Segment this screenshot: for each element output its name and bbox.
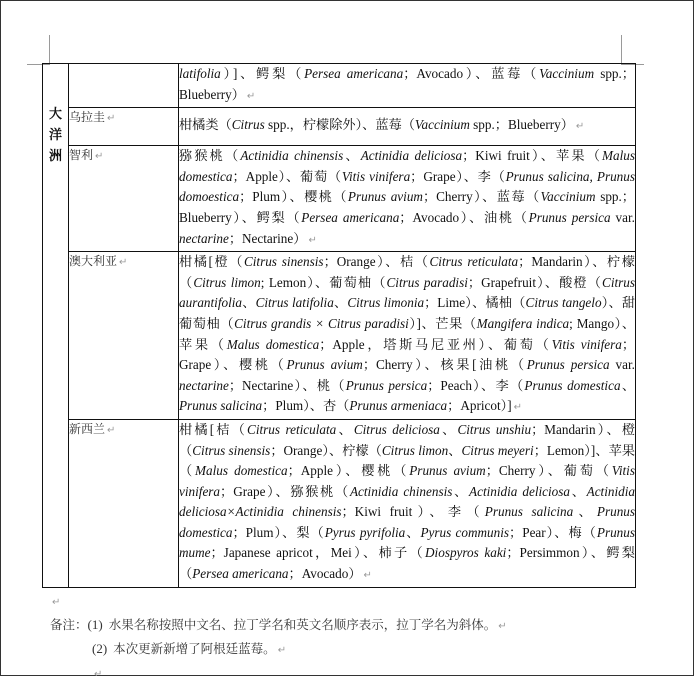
latin-name: Citrus latifolia xyxy=(255,295,334,311)
latin-name: nectarine xyxy=(179,377,229,393)
note-text: 水果名称按照中文名、拉丁学名和英文名顺序表示，拉丁学名为斜体。 xyxy=(108,617,497,632)
paragraph-mark: ↵ xyxy=(498,621,507,632)
latin-name: Prunus salicina xyxy=(179,398,263,414)
latin-name: Malus domestica xyxy=(179,148,635,184)
country-cell xyxy=(69,108,179,146)
paragraph-mark: ↵ xyxy=(94,669,103,680)
fruit-text: 、 xyxy=(336,421,354,437)
latin-name: Prunus avium xyxy=(286,357,363,373)
fruit-text: ；Pear）、梅（ xyxy=(509,524,597,540)
notes-label: 备注： xyxy=(50,617,88,632)
fruit-text: ；Plum）、梨（ xyxy=(232,524,325,540)
latin-name: Citrus tangelo xyxy=(525,295,602,311)
table-row xyxy=(43,419,636,587)
fruit-text: ）]、芒果（ xyxy=(408,315,477,331)
latin-name: Prunus mume xyxy=(179,524,635,561)
fruit-text: ；Cherry）、核果[油桃（ xyxy=(362,357,527,373)
fruit-text: 、 xyxy=(573,504,597,520)
note-item xyxy=(50,614,507,638)
fruit-text: 、 xyxy=(439,421,458,437)
fruit-text: 、 xyxy=(242,295,256,311)
latin-name: Citrus sinensis xyxy=(192,442,271,458)
latin-name: Actinidia chinensis xyxy=(349,483,453,499)
fruit-text: ；Orange）、柠檬（ xyxy=(270,442,382,458)
latin-name: Pyrus pyrifolia xyxy=(324,524,406,540)
latin-name: Prunus domestica xyxy=(524,377,621,393)
latin-name: Prunus persica xyxy=(528,209,611,225)
notes-section xyxy=(50,590,507,686)
latin-name: Citrus reticulata xyxy=(247,421,337,437)
latin-name: Prunus avium xyxy=(409,463,486,479)
country-cell xyxy=(69,419,179,587)
latin-name: Vitis vinifera xyxy=(179,463,635,499)
note-item xyxy=(50,638,507,662)
fruit-text: ；Grapefruit）、酸橙（ xyxy=(467,274,603,290)
fruit-text: ；Avocado）、油桃（ xyxy=(399,209,529,225)
country-label: 澳大利亚 xyxy=(69,254,118,269)
fruit-text: 、 xyxy=(570,483,587,499)
latin-name: Citrus unshiu xyxy=(457,421,532,437)
latin-name: Prunus persica xyxy=(526,357,610,373)
fruit-text: 猕猴桃（ xyxy=(179,148,241,164)
latin-name: Diospyros kaki xyxy=(425,545,507,561)
empty-paragraph xyxy=(50,662,507,686)
fruit-text: ；Avocado） xyxy=(288,566,362,582)
fruit-text: var. xyxy=(610,209,635,225)
fruit-text: ；Plum）、樱桃（ xyxy=(239,189,348,205)
fruit-text: 、 xyxy=(620,377,636,393)
latin-name: Prunus salicina, Prunus domoestica xyxy=(179,168,635,205)
continent-label: 大洋洲 xyxy=(48,107,62,164)
fruit-text: 、 xyxy=(333,295,348,311)
fruit-text: ；Lemon）]、苹果（ xyxy=(179,442,635,479)
fruit-text: ；Grape）、猕猴桃（ xyxy=(220,483,350,499)
latin-name: Vitis vinifera xyxy=(551,336,622,352)
fruit-text: ；Peach）、李（ xyxy=(427,377,525,393)
fruit-text: ；Grape）、李（ xyxy=(410,168,506,184)
fruit-text: ；Cherry）、蓝莓（ xyxy=(422,189,541,205)
fruits-cell xyxy=(179,252,636,420)
latin-name: Citrus deliciosa xyxy=(353,421,440,437)
latin-name: nectarine xyxy=(179,230,229,246)
paragraph-mark: ↵ xyxy=(246,90,256,102)
fruit-text: ；Japanese apricot，Mei）、柿子（ xyxy=(210,545,426,561)
latin-name: Citrus limonia xyxy=(347,295,425,311)
latin-name: Citrus paradisi xyxy=(386,274,468,290)
table-row xyxy=(43,146,636,252)
fruits-cell xyxy=(179,108,636,146)
fruit-text: ；Persimmon）、鳄梨（ xyxy=(179,545,635,582)
fruit-text: ；Kiwi fruit）、苹果（ xyxy=(462,148,603,164)
latin-name: Vitis vinifera xyxy=(341,168,411,184)
fruit-text: ；Mandarin）、柠檬（ xyxy=(179,254,635,290)
country-label: 智利 xyxy=(69,148,94,163)
fruit-text: var. xyxy=(609,357,635,373)
fruit-text: 、 xyxy=(452,483,470,499)
latin-name: Persea americana xyxy=(301,209,400,225)
latin-name: Citrus grandis × Citrus paradisi xyxy=(234,315,409,331)
continent-cell xyxy=(43,64,69,588)
latin-name: Vaccinium xyxy=(539,66,595,81)
empty-paragraph xyxy=(50,590,507,614)
crop-mark-top-left-vertical xyxy=(49,35,50,65)
latin-name: Actinidia chinensis xyxy=(240,148,344,164)
paragraph-mark: ↵ xyxy=(119,257,128,269)
fruit-text: ；Nectarine） xyxy=(228,230,307,246)
fruit-text: ; Mango）、苹果（ xyxy=(179,315,636,352)
paragraph-mark: ↵ xyxy=(363,570,372,582)
fruit-text: ；Apple）、葡萄（ xyxy=(232,168,342,184)
country-cell xyxy=(69,64,179,108)
latin-name: Vaccinium xyxy=(540,189,596,205)
latin-name: Pyrus communis xyxy=(420,524,510,540)
paragraph-mark: ↵ xyxy=(52,597,61,608)
fruit-text: 柑橘[橙（ xyxy=(179,254,244,270)
latin-name: Actinidia deliciosa xyxy=(360,148,463,164)
fruit-text: spp.；Blueberry） xyxy=(469,117,574,133)
fruit-text: ；Mandarin）、橙（ xyxy=(179,421,636,458)
latin-name: Persea americana xyxy=(304,66,404,81)
country-cell xyxy=(69,146,179,252)
latin-name: Prunus domestica xyxy=(179,504,636,540)
latin-name: Malus domestica xyxy=(195,463,288,479)
latin-name: Malus domestica xyxy=(226,336,320,352)
fruit-text: ；Lime）、橘柚（ xyxy=(424,295,526,311)
crop-mark-top-right-vertical xyxy=(621,35,622,65)
fruit-text: ；Apricot）] xyxy=(447,398,512,414)
fruit-text: 柑橘类（ xyxy=(179,117,232,133)
fruit-text: ；Orange）、桔（ xyxy=(323,254,430,270)
latin-name: Citrus limon xyxy=(193,274,261,290)
latin-name: Prunus persica xyxy=(345,377,428,393)
latin-name: Citrus xyxy=(231,117,265,133)
latin-name: Mangifera indica xyxy=(476,315,570,331)
fruit-text: ; Lemon）、葡萄柚（ xyxy=(260,274,387,290)
note-number: (2) xyxy=(92,641,108,656)
fruit-text: ）]、鳄梨（ xyxy=(220,66,305,81)
table-row xyxy=(43,64,636,108)
paragraph-mark: ↵ xyxy=(107,113,116,125)
fruit-text: ；Cherry）、葡萄（ xyxy=(485,463,612,479)
latin-name: Citrus meyeri xyxy=(461,442,534,458)
fruit-text: 、 xyxy=(343,148,361,164)
note-number: (1) xyxy=(87,617,103,632)
country-label: 乌拉圭 xyxy=(69,110,106,125)
fruit-text: spp.；Blueberry） xyxy=(179,66,635,102)
paragraph-mark: ↵ xyxy=(513,402,522,414)
latin-name: Citrus sinensis xyxy=(243,254,324,270)
fruits-cell xyxy=(179,419,636,587)
paragraph-mark: ↵ xyxy=(277,645,287,656)
fruit-text: ；Grape）、樱桃（ xyxy=(179,336,635,373)
latin-name: Citrus reticulata xyxy=(429,254,519,270)
latin-name: Citrus limon xyxy=(381,442,449,458)
fruits-cell xyxy=(179,146,636,252)
country-cell xyxy=(69,252,179,420)
paragraph-mark: ↵ xyxy=(95,151,104,163)
fruit-text: 、 xyxy=(405,524,421,540)
fruit-text: ；Apple）、樱桃（ xyxy=(287,463,410,479)
fruit-text: ；Avocado）、蓝莓（ xyxy=(403,66,540,81)
fruit-text: ；Kiwi fruit）、李（ xyxy=(341,504,485,520)
fruit-text: spp.；Blueberry）、鳄梨（ xyxy=(179,189,635,225)
table-row xyxy=(43,108,636,146)
fruit-import-table xyxy=(42,63,636,588)
latin-name: Vaccinium xyxy=(414,117,470,133)
latin-name: Prunus salicina xyxy=(484,504,574,520)
note-text: 本次更新新增了阿根廷蓝莓。 xyxy=(113,641,276,656)
table-row xyxy=(43,252,636,420)
fruit-text: ）、甜葡萄柚（ xyxy=(179,295,636,331)
fruit-text: ；Plum）、杏（ xyxy=(262,398,350,414)
country-label: 新西兰 xyxy=(69,421,106,436)
fruit-text: ；Apple，塔斯马尼亚州）、葡萄（ xyxy=(319,336,552,352)
latin-name: Actinidia deliciosa×Actinidia chinensis xyxy=(179,483,635,520)
latin-name: Prunus armeniaca xyxy=(349,398,448,414)
latin-name: latifolia xyxy=(179,66,221,81)
fruit-text: 柑橘[桔（ xyxy=(179,421,248,437)
fruit-text: 、 xyxy=(448,442,462,458)
latin-name: Prunus avium xyxy=(347,189,423,205)
fruit-text: ；Nectarine）、桃（ xyxy=(228,377,346,393)
paragraph-mark: ↵ xyxy=(575,121,585,133)
latin-name: Citrus aurantifolia xyxy=(179,274,636,311)
latin-name: Persea americana xyxy=(192,566,289,582)
paragraph-mark: ↵ xyxy=(308,234,317,246)
fruit-text: spp.，柠檬除外）、蓝莓（ xyxy=(264,117,415,133)
paragraph-mark: ↵ xyxy=(107,424,116,436)
fruits-cell xyxy=(179,64,636,108)
latin-name: Actinidia deliciosa xyxy=(469,483,571,499)
